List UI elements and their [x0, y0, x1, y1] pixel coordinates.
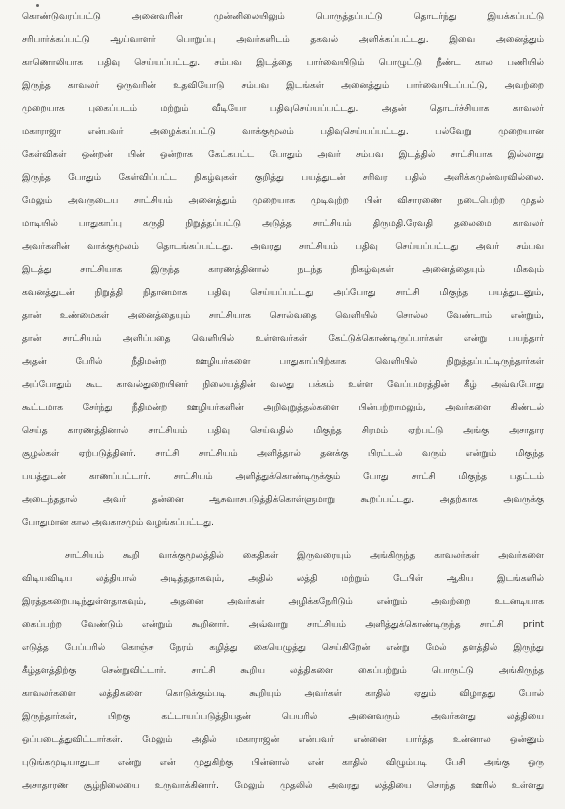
paragraph-2-line-10: புடுங்கமுடியாதுடா என்று என் முதுகிற்கு பின்னால் என் காதில் விழும்படி பேசி அங்கு ஒரு [22, 758, 544, 768]
paragraph-1-line-11: அவர்களின் வாக்குமூலம் தொடங்கப்பட்டது. அவரது சாட்சியம் பதிவு செய்யப்பட்டது அவர் சம்பவ [22, 242, 544, 252]
paragraph-2-line-4: கைப்பற்ற வேண்டும் என்றும் கூறினார். அவ்வாறு சாட்சியம் அளித்துக்கொண்டிருந்த சாட்சி print [22, 620, 544, 630]
paragraph-1-line-10: மாடியில் பாதுகாப்பு கருதி நிறுத்தப்பட்டு அடுத்த சாட்சியம் திருமதி.ரேவதி தலைமை காவலர் [22, 219, 544, 229]
paragraph-2-line-6: கீழ்தளத்திற்கு சென்றுவிட்டார். சாட்சி கூறிய லத்திகளை கைப்பற்றும் பொருட்டு அங்கிருந்த [22, 666, 544, 676]
paragraph-1-line-6: மகாராஜா என்பவர் அழைக்கப்பட்டு வாக்குமூலம் பதிவுசெய்யப்பட்டது. பல்வேறு முறையான [22, 127, 544, 137]
paragraph-1-line-7: கேள்விகள் ஒன்றன் பின் ஒன்றாக கேட்கபட்ட போதும் அவர் சம்பவ இடத்தில் சாட்சியாக இல்லாது [22, 150, 544, 160]
paragraph-1-line-23: போதுமான கால அவகாசமும் வழங்கப்பட்டது. [22, 518, 214, 528]
paragraph-1-line-17: அப்போதும் கூட காவல்துறையினர் நிலையத்தின் வலது பக்கம் உள்ள வேப்பமரத்தின் கீழ் அவ்வபோது [22, 380, 544, 390]
paragraph-2-line-3: இரத்தகறைபடிந்துள்ளதாகவும், அதனை அவர்கள் அழிக்கநேரிடும் என்றும் அவற்றை உடனடியாக [22, 597, 544, 607]
paragraph-1-line-19: செய்த காரணத்தினால் சாட்சியம் பதிவு செய்வதில் மிகுந்த சிரமம் ஏற்பட்டு அங்கு அசாதார [22, 426, 544, 436]
paragraph-2-line-9: ஒப்படைத்துவிட்டார்கள். மேலும் அதில் மகாராஜன் என்பவர் என்னை பார்த்த உன்னால ஒன்னும் [22, 735, 544, 745]
paragraph-1-line-9: மேலும் அவருடைய சாட்சியம் அனைத்தும் முறையாக முடிவுற்ற பின் விசாரணை நடைபெற்ற முதல் [22, 196, 544, 206]
paragraph-2-line-8: இருந்தார்கள், பிறகு கட்டாயப்படுத்தியதன் பெயரில் அனைவரும் அவர்களது லத்தியை [22, 712, 544, 722]
paragraph-1-line-1: கொண்டுவரப்பட்டு அனைவரின் முன்னிலையிலும் பொருத்தப்பட்டு தொடர்ந்து இயக்கப்பட்டு [22, 12, 544, 22]
paragraph-1-line-14: தான் உண்மைகள் அனைத்தையும் சாட்சியாக சொல்வதை வெளியில் சொல்ல வேண்டாம் என்றும், [22, 311, 544, 321]
paragraph-1-line-4: இருந்த காவலர் ஒருவரின் உதவியோடு சம்பவ இடங்கள் அனைத்தும் பார்வையிடப்பட்டு, அவற்றை [22, 81, 544, 91]
paragraph-2-line-7: காவலர்களை லத்திகளை கொடுக்கும்படி கூறியும் அவர்கள் காதில் ஏதும் விழாதது போல் [22, 689, 544, 699]
paragraph-1-line-20: சூழல்கள் ஏற்படுத்தினர். சாட்சி சாட்சியம் அளித்தால் தனக்கு பிரட்டல் வரும் என்றும் மிகுந்த [22, 449, 544, 459]
paragraph-1-line-15: தான் சாட்சியம் அளிப்பதை வெளியில் உள்ளவர்கள் கேட்டுக்கொண்டிருப்பார்கள் என்று பயந்தார் [22, 334, 544, 344]
paragraph-1-line-5: முறையாக புகைப்படம் மற்றும் வீடியோ பதிவுசெய்யப்பட்டது. அதன் தொடர்ச்சியாக காவலர் [22, 104, 544, 114]
paragraph-2-line-1: சாட்சியம் கூறி வாக்குமூலத்தில் கைதிகள் இருவரையும் அங்கிருந்த காவலர்கள் அவர்களை [65, 551, 544, 561]
paragraph-2-line-11: அசாதாரண சூழ்நிலையை உருவாக்கினார். மேலும் முதலில் அவரது லத்தியை சொந்த ஊரில் உள்ளது [22, 781, 544, 791]
paragraph-1-line-22: அடைந்ததால் அவர் தன்னை ஆசுவாசபடுத்திக்கொள்ளுமாறு கூறப்பட்டது. அதற்காக அவருக்கு [22, 495, 544, 505]
paragraph-1-line-21: பயத்துடன் காணப்பட்டார். சாட்சியம் அளித்துக்கொண்டிருக்கும் போது சாட்சி மிகுந்த பதட்டம் [22, 472, 544, 482]
paragraph-2-line-5: எடுத்த பேப்பரில் கொஞ்ச நேரம் கழித்து கையெழுத்து செய்கிறேன் என்று மேல் தளத்தில் இருந்து [22, 643, 544, 653]
paragraph-1-line-16: அதன் பேரில் நீதிமன்ற ஊழியர்களை பாதுகாப்பிற்காக வெளியில் நிறுத்தப்பட்டிருந்தார்கள் [22, 357, 544, 367]
paragraph-1-line-12: இடத்து சாட்சியாக இருந்த காரணத்தினால் நடந்த நிகழ்வுகள் அனைத்தையும் மிகவும் [22, 265, 544, 275]
paragraph-1-line-8: இருந்த போதும் கேள்விப்பட்ட நிகழ்வுகள் குறித்து பயத்துடன் சரிவர பதில் அளிக்கமுன்வரவில்லை. [22, 173, 544, 183]
paragraph-1-line-18: கூட்டமாக சேர்ந்து நீதிமன்ற ஊழியர்களின் அறிவுறுத்தல்களை பின்பற்றாமலும், அவர்களை கிண்டல் [22, 403, 544, 413]
paragraph-1-line-13: கவனத்துடன் நிறுத்தி நிதானமாக பதிவு செய்யப்பட்டது அப்போது சாட்சி மிகுந்த பயத்துடனும், [22, 288, 544, 298]
paragraph-1-line-2: சரிபார்க்கப்பட்டு ஆய்வாளர் பொறுப்பு அவர்களிடம் தகவல் அளிக்கப்பட்டது. இவை அனைத்தும் [22, 35, 544, 45]
paragraph-2-line-2: விடியவிடிய லத்தியால் அடித்ததாகவும், அதில் லத்தி மற்றும் டேபிள் ஆகிய இடங்களில் [22, 574, 544, 584]
paragraph-1-line-3: காணொலியாக பதிவு செய்யப்பட்டது. சம்பவ இடத்தை பார்வையிடும் பொழுட்டு நீண்ட கால பணியில் [22, 58, 544, 68]
